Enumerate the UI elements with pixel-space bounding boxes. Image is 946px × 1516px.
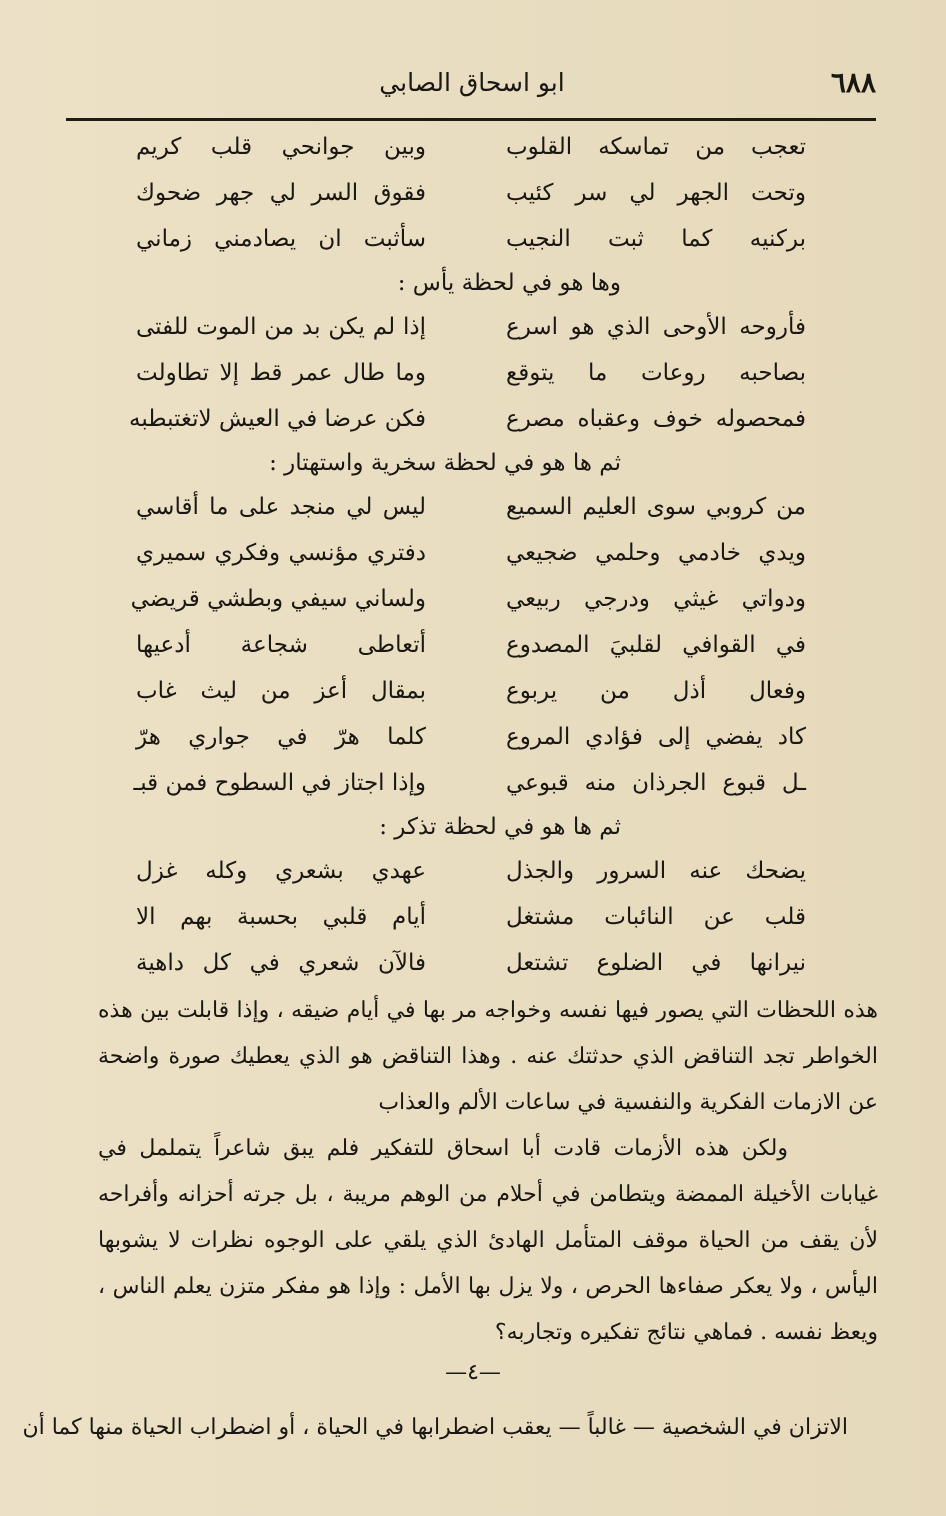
verse-hemistich-second: بركنيه كما ثبت النجيب [506,226,806,252]
verse-hemistich-first: ليس لي منجد على ما أقاسي [136,494,426,520]
verse-line [0,896,946,942]
verse-hemistich-second: في القوافي لقلبيَ المصدوع [506,632,806,658]
verse-line [0,532,946,578]
verse-line [0,398,946,444]
section-intro: ثم ها هو في لحظة تذكر : [379,814,621,840]
verse-line [0,716,946,762]
verse-hemistich-first: أيام قلبي بحسبة بهم الا [136,904,426,930]
verse-hemistich-second: ـل قبوع الجرذان منه قبوعي [506,770,806,796]
paragraph: ولكن هذه الأزمات قادت أبا اسحاق للتفكير فلم يبق شاعراً يتململ في غيابات الأخيلة الممضة ويتطامن في أحلام من الوهم مريبة ، بل جرته أحزانه وأفراحه لأن يقف من الحياة موقف المتأمل الهادئ الذي يلقي على الوجوه نظرات لا يشوبها اليأس ، ولا يعكر صفاءها الحرص ، ولا يزل بها الأمل : وإذا هو مفكر متزن يعلم الناس ، ويعظ نفسه . فماهي نتائج تفكيره وتجاربه؟ [98,1136,878,1345]
verse-line [0,172,946,218]
verse-line [0,670,946,716]
verse-hemistich-first: ولساني سيفي وبطشي قريضي [130,586,426,612]
page-content [0,126,946,1448]
verse-hemistich-second: من كروبي سوى العليم السميع [506,494,806,520]
verse-hemistich-second: كاد يفضي إلى فؤادي المروع [506,724,806,750]
verse-hemistich-first: كلما هرّ في جواري هرّ [136,724,426,750]
header-rule [66,118,876,121]
signature-number: —٤— [445,1360,501,1385]
section-intro: ثم ها هو في لحظة سخرية واستهتار : [269,450,621,476]
verse-hemistich-first: إذا لم يكن بد من الموت للفتى [136,314,426,340]
verse-line [0,850,946,896]
verse-line [0,486,946,532]
verse-hemistich-first: فكن عرضا في العيش لاتغتبطبه [129,406,426,432]
verse-line [0,624,946,670]
verse-hemistich-second: يضحك عنه السرور والجذل [506,858,806,884]
verse-hemistich-second: بصاحبه روعات ما يتوقع [506,360,806,386]
verse-hemistich-first: وبين جوانحي قلب كريم [136,134,426,160]
verse-hemistich-first: سأثبت ان يصادمني زماني [136,226,426,252]
verse-hemistich-second: وتحت الجهر لي سر كئيب [506,180,806,206]
verse-line [0,578,946,624]
paragraph: هذه اللحظات التي يصور فيها نفسه وخواجه مر بها في أيام ضيقه ، وإذا قابلت بين هذه الخواطر تجد التناقض الذي حدثتك عنه . وهذا التناقض هو الذي يعطيك صورة واضحة عن الازمات الفكرية والنفسية في ساعات الألم والعذاب [98,998,878,1115]
verse-hemistich-second: فأروحه الأوحى الذي هو اسرع [506,314,806,340]
verse-line [0,352,946,398]
verse-hemistich-second: تعجب من تماسكه القلوب [506,134,806,160]
verse-hemistich-second: ودواتي غيثي ودرجي ربيعي [506,586,806,612]
verse-hemistich-first: دفتري مؤنسي وفكري سميري [136,540,426,566]
verse-hemistich-first: أتعاطى شجاعة أدعيها [136,632,426,658]
verse-hemistich-first: فقوق السر لي جهر ضحوك [136,180,426,206]
running-title: ابو اسحاق الصابي [379,68,565,97]
verse-hemistich-first: وإذا اجتاز في السطوح فمن قبـ [133,770,426,796]
verse-line [0,306,946,352]
verse-hemistich-first: فالآن شعري في كل داهية [136,950,426,976]
verse-hemistich-second: وفعال أذل من يربوع [506,678,806,704]
page-header [68,62,876,112]
verse-hemistich-second: قلب عن النائبات مشتغل [506,904,806,930]
verse-hemistich-first: وما طال عمر قط إلا تطاولت [136,360,426,386]
verse-hemistich-second: فمحصوله خوف وعقباه مصرع [506,406,806,432]
prose-block [98,988,878,1356]
verse-hemistich-second: نيرانها في الضلوع تشتعل [506,950,806,976]
verse-hemistich-first: بمقال أعز من ليث غاب [136,678,426,704]
verse-line [0,942,946,988]
verse-hemistich-first: عهدي بشعري وكله غزل [136,858,426,884]
verse-line [0,762,946,808]
verse-line [0,126,946,172]
footnote: الاتزان في الشخصية — غالباً — يعقب اضطرابها في الحياة ، أو اضطراب الحياة منها كما أن [22,1415,848,1440]
page-number: ٦٨٨ [830,66,876,99]
verse-hemistich-second: ويدي خادمي وحلمي ضجيعي [506,540,806,566]
section-intro: وها هو في لحظة يأس : [397,270,621,296]
verse-line [0,218,946,264]
